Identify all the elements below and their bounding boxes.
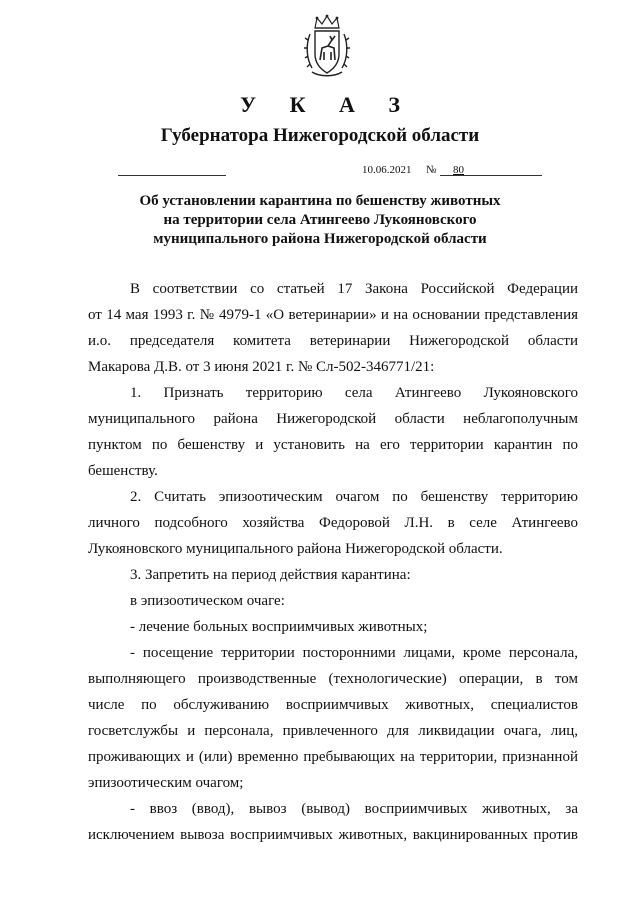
paragraph-3b: - лечение больных восприимчивых животных; bbox=[130, 619, 428, 635]
text-line: личного подсобного хозяйства Федоровой Л.Н. в селе Атингеево bbox=[88, 515, 578, 531]
coat-of-arms-icon bbox=[302, 14, 352, 80]
text-line: 2. Считать эпизоотическим очагом по бешенству территорию bbox=[130, 489, 578, 505]
text-line: и.о. председателя комитета ветеринарии Нижегородской области bbox=[88, 333, 578, 349]
text-line: госветслужбы и персонала, привлеченного для ликвидации очага, лиц, bbox=[88, 723, 578, 739]
subject-line: муниципального района Нижегородской области bbox=[153, 231, 487, 247]
paragraph-3c bbox=[88, 640, 578, 796]
paragraph-3d bbox=[88, 796, 578, 848]
text-line: В соответствии со статьей 17 Закона Российской Федерации bbox=[130, 281, 578, 297]
text-line: пунктом по бешенству и установить на его территории карантин по bbox=[88, 437, 578, 453]
paragraph-1 bbox=[88, 380, 578, 484]
decree-issuer: Губернатора Нижегородской области bbox=[160, 125, 480, 146]
subject-line: Об установлении карантина по бешенству животных bbox=[139, 193, 501, 209]
text-line: выполняющего производственные (технологические) операции, в том bbox=[88, 671, 578, 687]
text-line: числе по обслуживанию восприимчивых животных, специалистов bbox=[88, 697, 578, 713]
text-line: - посещение территории посторонними лицами, кроме персонала, bbox=[130, 645, 578, 661]
paragraph-3a: в эпизоотическом очаге: bbox=[130, 593, 285, 609]
paragraph-3: 3. Запретить на период действия карантина: bbox=[130, 567, 411, 583]
text-line: - ввоз (ввод), вывоз (вывод) восприимчивых животных, за bbox=[130, 801, 578, 817]
decree-date: 10.06.2021 bbox=[362, 164, 412, 176]
text-line: эпизоотическим очагом; bbox=[88, 775, 244, 791]
preamble-paragraph bbox=[88, 276, 578, 380]
text-line: Макарова Д.В. от 3 июня 2021 г. № Сл-502-346771/21: bbox=[88, 359, 435, 375]
decree-subject bbox=[100, 192, 540, 249]
decree-body bbox=[88, 276, 578, 848]
subject-line: на территории села Атингеево Лукояновского bbox=[163, 212, 477, 228]
text-line: проживающих и (или) временно пребывающих на территории, признанной bbox=[88, 749, 578, 765]
number-sign: № bbox=[426, 164, 437, 176]
text-line: бешенству. bbox=[88, 463, 158, 479]
text-line: от 14 мая 1993 г. № 4979-1 «О ветеринарии» и на основании представления bbox=[88, 307, 578, 323]
text-line: 1. Признать территорию села Атингеево Лукояновского bbox=[130, 385, 578, 401]
decree-number: 80 bbox=[453, 164, 464, 176]
paragraph-2 bbox=[88, 484, 578, 562]
text-line: Лукояновского муниципального района Нижегородской области. bbox=[88, 541, 503, 557]
decree-title: У К А З bbox=[239, 92, 415, 117]
text-line: исключением вывоза восприимчивых животных, вакцинированных против bbox=[88, 827, 578, 843]
signature-line bbox=[118, 175, 226, 176]
text-line: муниципального района Нижегородской области неблагополучным bbox=[88, 411, 578, 427]
